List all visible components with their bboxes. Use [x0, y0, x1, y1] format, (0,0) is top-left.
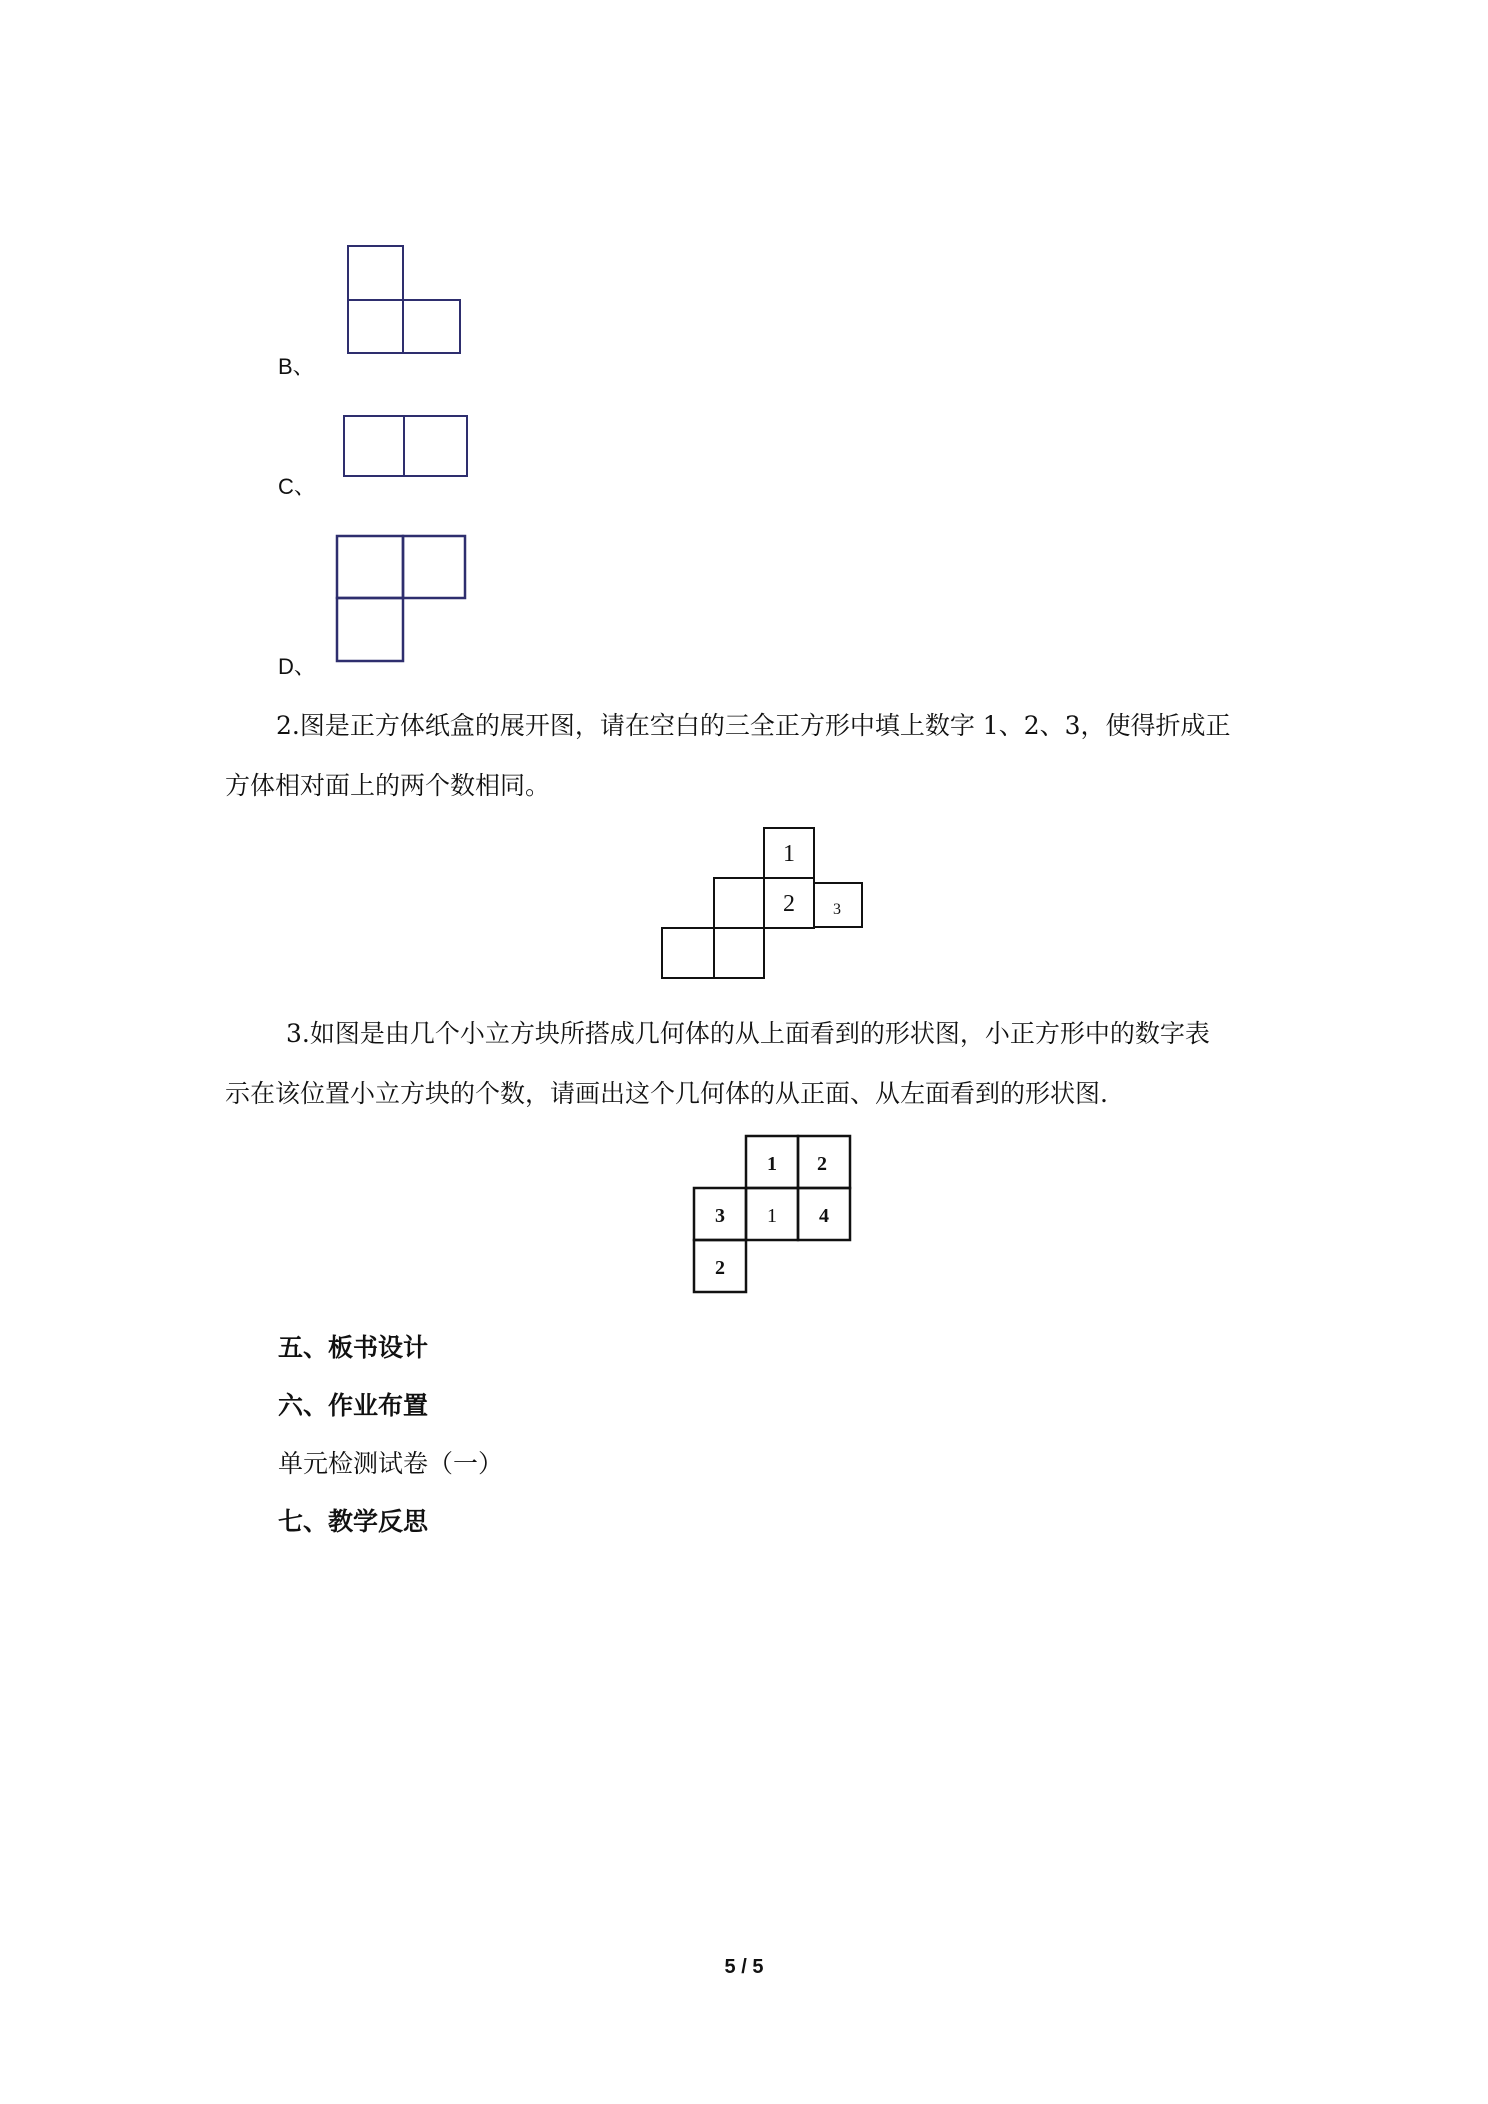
net-square-bottom-mid: [714, 928, 764, 978]
section-6-heading: 六、作业布置: [278, 1391, 429, 1420]
net-number-3: 3: [833, 901, 841, 918]
option-d-square-top-left: [337, 536, 403, 598]
grid-number-r1c2: 1: [767, 1153, 777, 1175]
page-number: 5 / 5: [724, 1956, 764, 1978]
option-c-label: C、: [278, 474, 316, 499]
grid-number-r3c1: 2: [715, 1257, 725, 1279]
grid-number-r2c2: 1: [767, 1205, 777, 1227]
option-b-square-bottom-left: [348, 300, 403, 353]
question-2-cube-net-figure: [660, 826, 866, 982]
grid-number-r1c3: 2: [817, 1153, 827, 1175]
net-number-2: 2: [783, 891, 795, 917]
net-square-mid-left: [714, 878, 764, 928]
option-b-square-top: [348, 246, 403, 300]
net-square-bottom-left: [662, 928, 714, 978]
option-d-net-figure: [335, 534, 469, 664]
option-b-net-figure: [346, 244, 464, 356]
option-c-square-left: [344, 416, 404, 476]
option-d-label: D、: [278, 654, 316, 679]
grid-number-r2c1: 3: [715, 1205, 725, 1227]
question-3-line-1: 3.如图是由几个小立方块所搭成几何体的从上面看到的形状图，小正方形中的数字表: [286, 1019, 1210, 1048]
section-5-heading: 五、板书设计: [278, 1333, 429, 1362]
question-2-line-2: 方体相对面上的两个数相同。: [225, 771, 551, 800]
net-number-1: 1: [783, 841, 795, 867]
option-b-label: B、: [278, 354, 315, 379]
question-2-line-1: 2.图是正方体纸盒的展开图，请在空白的三全正方形中填上数字 1、2、3，使得折成正: [276, 711, 1231, 740]
option-d-square-top-right: [403, 536, 465, 598]
option-c-net-figure: [342, 414, 472, 480]
option-b-square-bottom-right: [403, 300, 460, 353]
question-3-line-2: 示在该位置小立方块的个数，请画出这个几何体的从正面、从左面看到的形状图.: [225, 1079, 1108, 1108]
grid-number-r2c3: 4: [819, 1205, 829, 1227]
option-c-square-right: [404, 416, 467, 476]
section-7-heading: 七、教学反思: [278, 1507, 429, 1536]
option-d-square-bottom-left: [337, 598, 403, 661]
question-3-top-view-grid: [692, 1134, 854, 1296]
homework-text: 单元检测试卷（一）: [278, 1449, 504, 1478]
